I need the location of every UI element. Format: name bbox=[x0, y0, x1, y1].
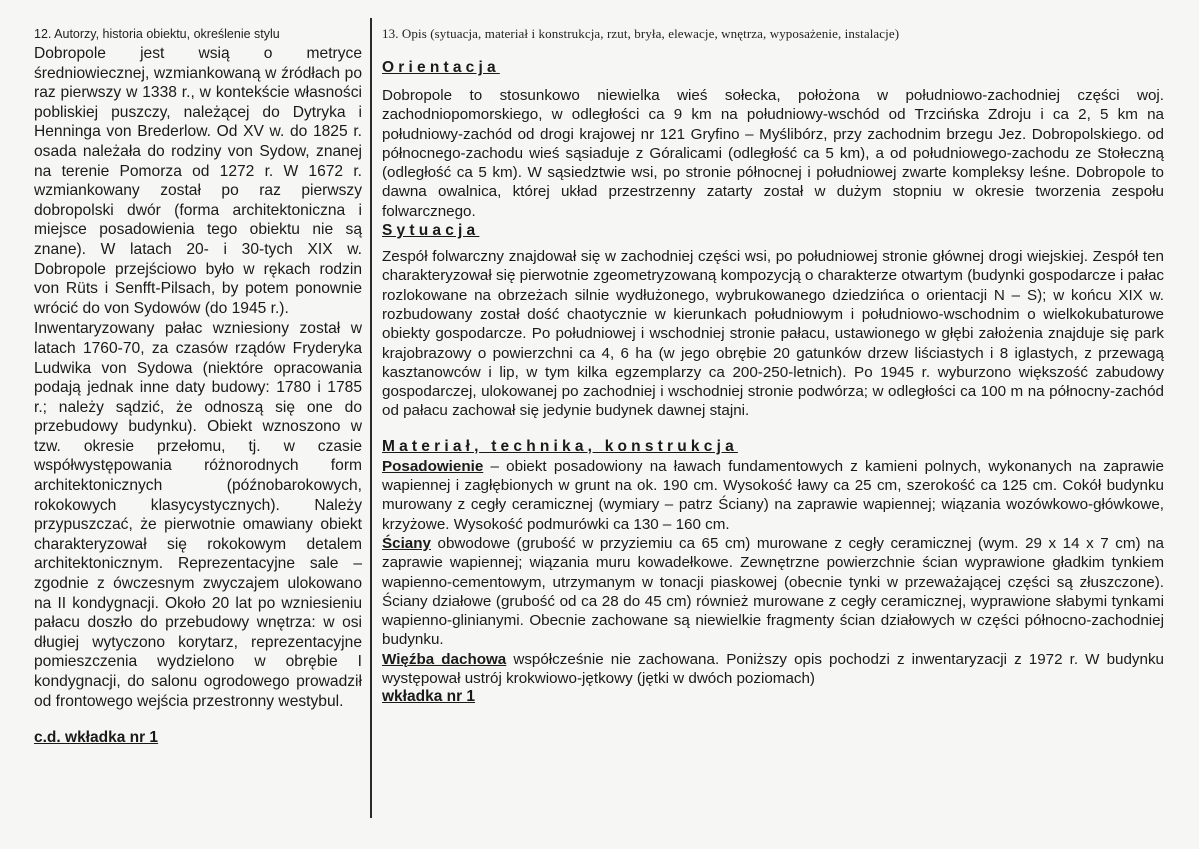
orientation-title: Orientacja bbox=[382, 59, 500, 76]
situation-title: Sytuacja bbox=[382, 222, 480, 240]
history-field-header: 12. Autorzy, historia obiektu, określenie stylu bbox=[34, 27, 280, 41]
continuation-note-right: wkładka nr 1 bbox=[382, 688, 476, 706]
roof-text: współcześnie nie zachowana. Poniższy opis pochodzi z inwentaryzacji z 1972 r. W budynku występował ustrój krokwiowo-jętkowy (jętki w dwóch poziomach) bbox=[382, 650, 1165, 688]
situation-text: Zespół folwarczny znajdował się w zachodniej części wsi, po południowej stronie głównej drogi wiejskiej. Zespół ten charakteryzował się pierwotnie zgeometryzowaną kompozycją o charakterze otwartym (budynki gospodarcze i pałac rozlokowane na obrzeżach silnie wydłużonego, wybrukowanego dziedzińca o orientacji N – S); w końcu XIX w. rozbudowany został dość chaotycznie w kierunkach południowym i południowo-wschodnim o wielkokubaturowe obiekty gospodarcze. Po południowej i wschodniej stronie pałacu, ustawionego w głębi założenia znajduje się park krajobrazowy o powierzchni ca 4, 6 ha (w jego obrębie 20 gatunków drzew liściastych i 8 iglastych, z przewagą kasztanowców i lip, w tym kilka egzemplarzy ca 200-250-letnich). Po 1945 r. wyburzono większość zabudowy gospodarczej, ulokowanej po zachodniej i wschodniej stronie podwórza; w odległości ca 100 m na północny-zachód od pałacu zachował się jedynie budynek dawnej stajni. bbox=[382, 248, 1164, 420]
description-column bbox=[382, 26, 1164, 706]
walls-paragraph bbox=[382, 534, 1164, 650]
foundation-paragraph bbox=[382, 457, 1164, 534]
walls-label: Ściany bbox=[382, 534, 431, 552]
description-field-header: 13. Opis (sytuacja, materiał i konstrukcja, rzut, bryła, elewacje, wnętrza, wyposażenie, instalacje) bbox=[382, 26, 900, 41]
material-title: Materiał, technika, konstrukcja bbox=[382, 437, 738, 455]
roof-label: Więźba dachowa bbox=[382, 650, 507, 668]
continuation-note-left: c.d. wkładka nr 1 bbox=[34, 729, 159, 747]
column-divider bbox=[370, 18, 372, 818]
foundation-label: Posadowienie bbox=[382, 457, 484, 475]
walls-text: obwodowe (grubość w przyziemiu ca 65 cm) murowane z cegły ceramicznej (wym. 29 x 14 x 7 cm) na zaprawie wapiennej; wiązania muru kowadełkowe. Zewnętrzne powierzchnie ścian wyprawione gładkim tynkiem wapienno-cementowym, utrzymanym w tonacji piaskowej (obecnie tynki w przeważającej części są złuszczone). Ściany działowe (grubość od ca 28 do 45 cm) również murowane z cegły ceramicznej, wyprawione słabymi tynkami wapienno-glinianymi. Obecnie zachowane są niewielkie fragmenty ścian działowych w części północno-zachodniej budynku. bbox=[382, 534, 1164, 649]
history-paragraph-2: Inwentaryzowany pałac wzniesiony został w latach 1760-70, za czasów rządów Fryderyka Ludwika von Sydowa (niektóre opracowania podają jednak inne daty budowy: 1780 i 1785 r.; należy sądzić, że odnoszą się one do przebudowy budynku). Obiekt wznoszono w tzw. okresie przełomu, tj. w czasie współwystępowania różnorodnych form architektonicznych (późnobarokowych, rokokowych klasycystycznych). Należy przypuszczać, że pierwotnie omawiany obiekt charakteryzował się rokokowym detalem architektonicznym. Reprezentacyjne sale – zgodnie z ówczesnym zwyczajem ulokowano na II kondygnacji. Około 20 lat po wzniesieniu pałacu doszło do przebudowy wnętrza: w osi długiej wytyczono korytarz, reprezentacyjne pomieszczenia wydzielono w obrębie I kondygnacji, do salonu ogrodowego prowadził od frontowego wejścia przestronny westybul. bbox=[34, 320, 362, 710]
orientation-text: Dobropole to stosunkowo niewielka wieś sołecka, położona w południowo-zachodniej części woj. zachodniopomorskiego, w odległości ca 9 km na południowy-wschód od Trzcińska Zdroju i ca 2, 5 km na południowy-zachód od drogi krajowej nr 121 Gryfino – Myślibórz, przy zachodnim brzegu Jez. Dobropolskiego. od północnego-zachodu wieś sąsiaduje z Góralicami (odległość ca 5 km), a od południowego-zachodu ze Stołeczną (odległość ca 5 km). W sąsiedztwie wsi, po stronie północnej i południowej zwarte kompleksy leśne. Dobropole to dawna owalnica, której układ przestrzenny zatarty został w dużym stopniu w okresie tworzenia zespołu folwarcznego. bbox=[382, 87, 1164, 220]
foundation-text: – obiekt posadowiony na ławach fundamentowych z kamieni polnych, wykonanych na zaprawie wapiennej i zagłębionych w grunt na ok. 190 cm. Wysokość ławy ca 25 cm, szerokość ca 125 cm. Cokół budynku murowany z cegły ceramicznej (wymiary – patrz Ściany) na zaprawie wapiennej; wiązania wozówkowo-główkowe, krzyżowe. Wysokość podmurówki ca 130 – 160 cm. bbox=[382, 457, 1164, 533]
roof-paragraph bbox=[382, 650, 1164, 689]
history-paragraph-1: Dobropole jest wsią o metryce średniowiecznej, wzmiankowaną w źródłach po raz pierwszy w 1338 r., w kontekście własności pobliskiej puszczy, należącej do Dytryka i Henninga von Brederlow. Od XV w. do 1825 r. osada należała do rodziny von Sydow, znanej na terenie Pomorza od 1272 r. W 1672 r. wzmiankowany został po raz pierwszy dobropolski dwór (forma architektoniczna i miejsce posadowienia tego obiektu nie są znane). W latach 20- i 30-tych XIX w. Dobropole przejściowo było w rękach rodzin von Rüts i Senfft-Pilsach, by potem ponownie wrócić do von Sydowów (do 1945 r.). bbox=[34, 45, 362, 317]
history-column bbox=[34, 26, 362, 747]
